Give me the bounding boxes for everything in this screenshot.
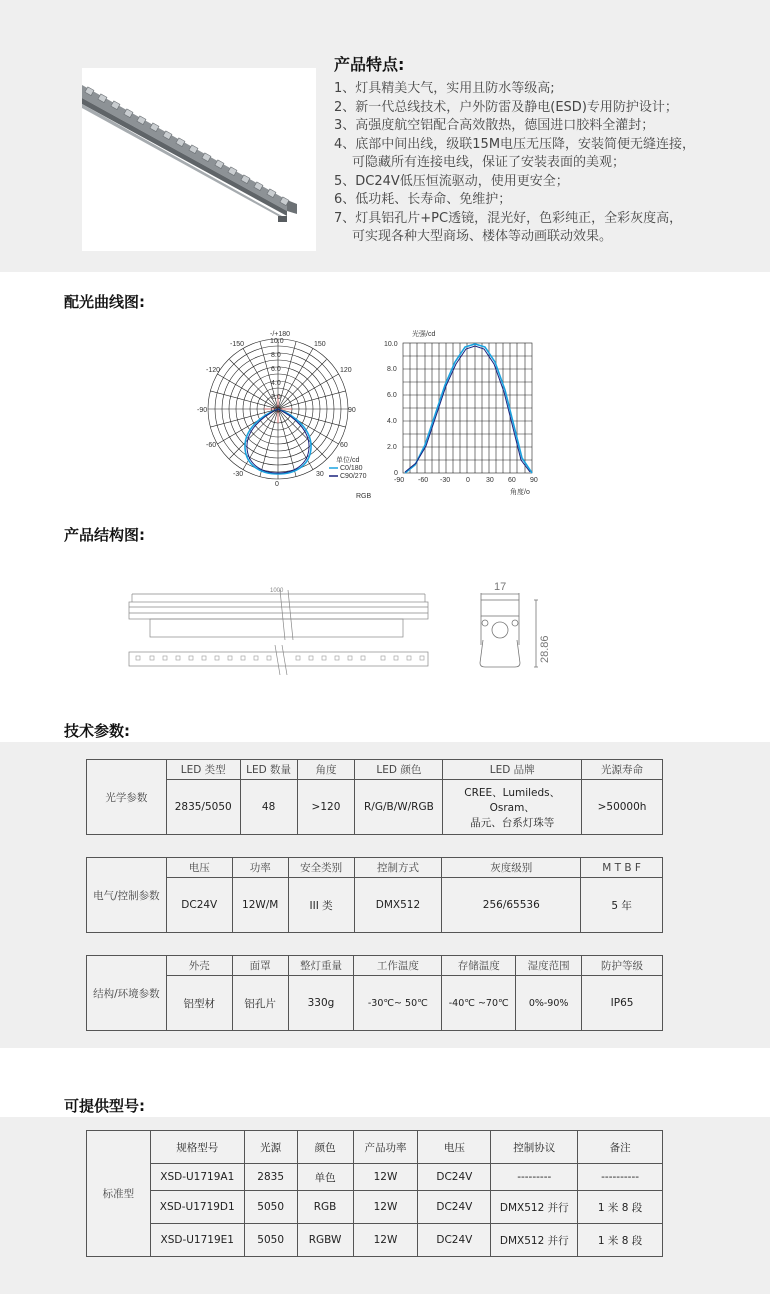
svg-text:0: 0 bbox=[466, 477, 470, 484]
svg-text:-120: -120 bbox=[206, 367, 221, 374]
structure-side-view bbox=[120, 580, 440, 680]
svg-text:-60: -60 bbox=[206, 442, 217, 449]
value-cell: -30℃~ 50℃ bbox=[354, 976, 442, 1031]
value-cell: IP65 bbox=[582, 976, 663, 1031]
svg-text:0.0: 0.0 bbox=[271, 407, 281, 414]
value-cell: 330g bbox=[288, 976, 354, 1031]
legend-c0: C0/180 bbox=[340, 465, 363, 472]
model-cell: XSD-U1719D1 bbox=[150, 1191, 244, 1224]
header-cell: 电压 bbox=[166, 858, 232, 878]
feature-item: 4、底部中间出线，级联15M电压无压降，安装简便无缝连接， bbox=[334, 136, 696, 152]
model-cell: 12W bbox=[353, 1224, 418, 1257]
header-cell: 安全类别 bbox=[288, 858, 354, 878]
header-cell: 控制方式 bbox=[354, 858, 442, 878]
model-cell: DMX512 并行 bbox=[491, 1224, 578, 1257]
feature-item-continuation: 可实现各种大型商场、楼体等动画联动效果。 bbox=[352, 229, 613, 244]
svg-text:-150: -150 bbox=[230, 341, 245, 348]
structural-params-table bbox=[86, 955, 663, 1031]
electrical-params-table bbox=[86, 857, 663, 933]
model-cell: 2835 bbox=[244, 1164, 297, 1191]
svg-text:-90: -90 bbox=[197, 407, 208, 414]
header-cell: 角度 bbox=[297, 760, 355, 780]
feature-list bbox=[334, 80, 695, 247]
product-image bbox=[82, 68, 316, 251]
value-cell: 48 bbox=[240, 780, 297, 835]
height-dimension: 28.86 bbox=[539, 635, 551, 663]
model-cell: ---------- bbox=[578, 1164, 663, 1191]
table-row bbox=[87, 1224, 663, 1257]
header-cell: 工作温度 bbox=[354, 956, 442, 976]
model-cell: 1 米 8 段 bbox=[578, 1224, 663, 1257]
header-cell: M T B F bbox=[581, 858, 663, 878]
svg-text:2.0: 2.0 bbox=[387, 444, 397, 451]
value-cell: III 类 bbox=[288, 878, 354, 933]
header-cell: 光源 bbox=[244, 1131, 297, 1164]
value-cell: 5 年 bbox=[581, 878, 663, 933]
model-cell: DC24V bbox=[418, 1191, 491, 1224]
y-axis-label: 光强/cd bbox=[412, 331, 436, 338]
model-cell: 5050 bbox=[244, 1191, 297, 1224]
tech-title: 技术参数: bbox=[64, 722, 130, 740]
svg-text:60: 60 bbox=[340, 442, 348, 449]
svg-text:60: 60 bbox=[508, 477, 516, 484]
row-label: 结构/环境参数 bbox=[87, 956, 167, 1031]
structure-cross-section bbox=[460, 575, 560, 675]
brand-line-1: CREE、Lumileds、Osram、 bbox=[464, 786, 561, 814]
brand-line-2: 晶元、台系灯珠等 bbox=[470, 816, 555, 829]
x-axis-label: 角度/o bbox=[510, 489, 530, 496]
model-cell: XSD-U1719E1 bbox=[150, 1224, 244, 1257]
row-label: 标准型 bbox=[87, 1131, 151, 1257]
light-curve-title: 配光曲线图: bbox=[64, 293, 145, 311]
table-row bbox=[87, 1191, 663, 1224]
value-cell: DMX512 bbox=[354, 878, 442, 933]
header-cell: 面罩 bbox=[232, 956, 288, 976]
length-dimension: 1000 bbox=[270, 588, 284, 594]
brand-cell bbox=[443, 780, 582, 835]
header-cell: 整灯重量 bbox=[288, 956, 354, 976]
led-bar-illustration bbox=[82, 68, 316, 251]
table-row bbox=[87, 1164, 663, 1191]
model-cell: DMX512 并行 bbox=[491, 1191, 578, 1224]
svg-text:6.0: 6.0 bbox=[271, 366, 281, 373]
row-label: 光学参数 bbox=[87, 760, 167, 835]
svg-text:-90: -90 bbox=[394, 477, 405, 484]
model-cell: DC24V bbox=[418, 1164, 491, 1191]
value-cell: 铝型材 bbox=[166, 976, 232, 1031]
header-cell: 电压 bbox=[418, 1131, 491, 1164]
model-cell: 12W bbox=[353, 1164, 418, 1191]
svg-text:150: 150 bbox=[314, 341, 326, 348]
cartesian-chart bbox=[380, 320, 550, 500]
header-cell: 湿度范围 bbox=[516, 956, 582, 976]
header-cell: 产品功率 bbox=[353, 1131, 418, 1164]
header-cell: 控制协议 bbox=[491, 1131, 578, 1164]
header-cell: 功率 bbox=[232, 858, 288, 878]
model-cell: 5050 bbox=[244, 1224, 297, 1257]
legend-c90: C90/270 bbox=[340, 473, 367, 480]
svg-text:0: 0 bbox=[275, 481, 279, 488]
optical-params-table bbox=[86, 759, 663, 835]
feature-item: 5、DC24V低压恒流驱动，使用更安全； bbox=[334, 173, 569, 189]
svg-text:-60: -60 bbox=[418, 477, 429, 484]
model-cell: 12W bbox=[353, 1191, 418, 1224]
model-cell: XSD-U1719A1 bbox=[150, 1164, 244, 1191]
value-cell: 256/65536 bbox=[442, 878, 581, 933]
feature-item: 7、灯具铝孔片+PC透镜，混光好，色彩纯正，全彩灰度高， bbox=[334, 210, 683, 226]
value-cell: DC24V bbox=[166, 878, 232, 933]
svg-text:8.0: 8.0 bbox=[271, 352, 281, 359]
header-cell: LED 品牌 bbox=[443, 760, 582, 780]
row-label: 电气/控制参数 bbox=[87, 858, 167, 933]
svg-text:10.0: 10.0 bbox=[384, 341, 398, 348]
value-cell: R/G/B/W/RGB bbox=[355, 780, 443, 835]
value-cell: 2835/5050 bbox=[166, 780, 240, 835]
header-cell: LED 类型 bbox=[166, 760, 240, 780]
header-cell: 颜色 bbox=[297, 1131, 353, 1164]
model-cell: 1 米 8 段 bbox=[578, 1191, 663, 1224]
svg-text:4.0: 4.0 bbox=[271, 380, 281, 387]
header-cell: 存储温度 bbox=[442, 956, 516, 976]
svg-text:0: 0 bbox=[394, 470, 398, 477]
svg-text:-30: -30 bbox=[233, 471, 244, 478]
model-cell: 单色 bbox=[297, 1164, 353, 1191]
value-cell: 0%-90% bbox=[516, 976, 582, 1031]
header-cell: 光源寿命 bbox=[582, 760, 663, 780]
feature-item: 2、新一代总线技术，户外防雷及静电(ESD)专用防护设计； bbox=[334, 99, 678, 115]
features-title: 产品特点: bbox=[334, 55, 405, 74]
width-dimension: 17 bbox=[494, 581, 507, 593]
svg-text:2.0: 2.0 bbox=[271, 394, 281, 401]
feature-item: 1、灯具精美大气，实用且防水等级高; bbox=[334, 81, 555, 96]
value-cell: -40℃ ~70℃ bbox=[442, 976, 516, 1031]
svg-text:6.0: 6.0 bbox=[387, 392, 397, 399]
feature-item: 6、低功耗、长寿命、免维护； bbox=[334, 192, 512, 207]
svg-text:90: 90 bbox=[530, 477, 538, 484]
header-cell: 备注 bbox=[578, 1131, 663, 1164]
model-cell: RGBW bbox=[297, 1224, 353, 1257]
model-cell: DC24V bbox=[418, 1224, 491, 1257]
svg-text:-30: -30 bbox=[440, 477, 451, 484]
svg-text:30: 30 bbox=[316, 471, 324, 478]
value-cell: 12W/M bbox=[232, 878, 288, 933]
svg-text:90: 90 bbox=[348, 407, 356, 414]
structure-title: 产品结构图: bbox=[64, 526, 145, 544]
value-cell: >50000h bbox=[582, 780, 663, 835]
header-cell: 灰度级别 bbox=[442, 858, 581, 878]
model-cell: RGB bbox=[297, 1191, 353, 1224]
value-cell: >120 bbox=[297, 780, 355, 835]
model-cell: --------- bbox=[491, 1164, 578, 1191]
header-cell: LED 数量 bbox=[240, 760, 297, 780]
feature-item-continuation: 可隐藏所有连接电线，保证了安装表面的美观； bbox=[352, 155, 626, 170]
value-cell: 铝孔片 bbox=[232, 976, 288, 1031]
polar-footer: RGB bbox=[356, 493, 372, 500]
models-title: 可提供型号: bbox=[64, 1097, 145, 1115]
polar-top-label: -/+180 bbox=[270, 331, 291, 338]
feature-item: 3、高强度航空铝配合高效散热，德国进口胶料全灌封； bbox=[334, 118, 655, 133]
svg-text:30: 30 bbox=[486, 477, 494, 484]
header-cell: LED 颜色 bbox=[355, 760, 443, 780]
svg-text:120: 120 bbox=[340, 367, 352, 374]
svg-text:4.0: 4.0 bbox=[387, 418, 397, 425]
polar-chart bbox=[190, 320, 380, 510]
header-cell: 外壳 bbox=[166, 956, 232, 976]
header-cell: 规格型号 bbox=[150, 1131, 244, 1164]
models-table bbox=[86, 1130, 663, 1257]
polar-unit: 单位/cd bbox=[336, 457, 360, 464]
svg-text:8.0: 8.0 bbox=[387, 366, 397, 373]
svg-text:10.0: 10.0 bbox=[270, 338, 284, 345]
header-cell: 防护等级 bbox=[582, 956, 663, 976]
